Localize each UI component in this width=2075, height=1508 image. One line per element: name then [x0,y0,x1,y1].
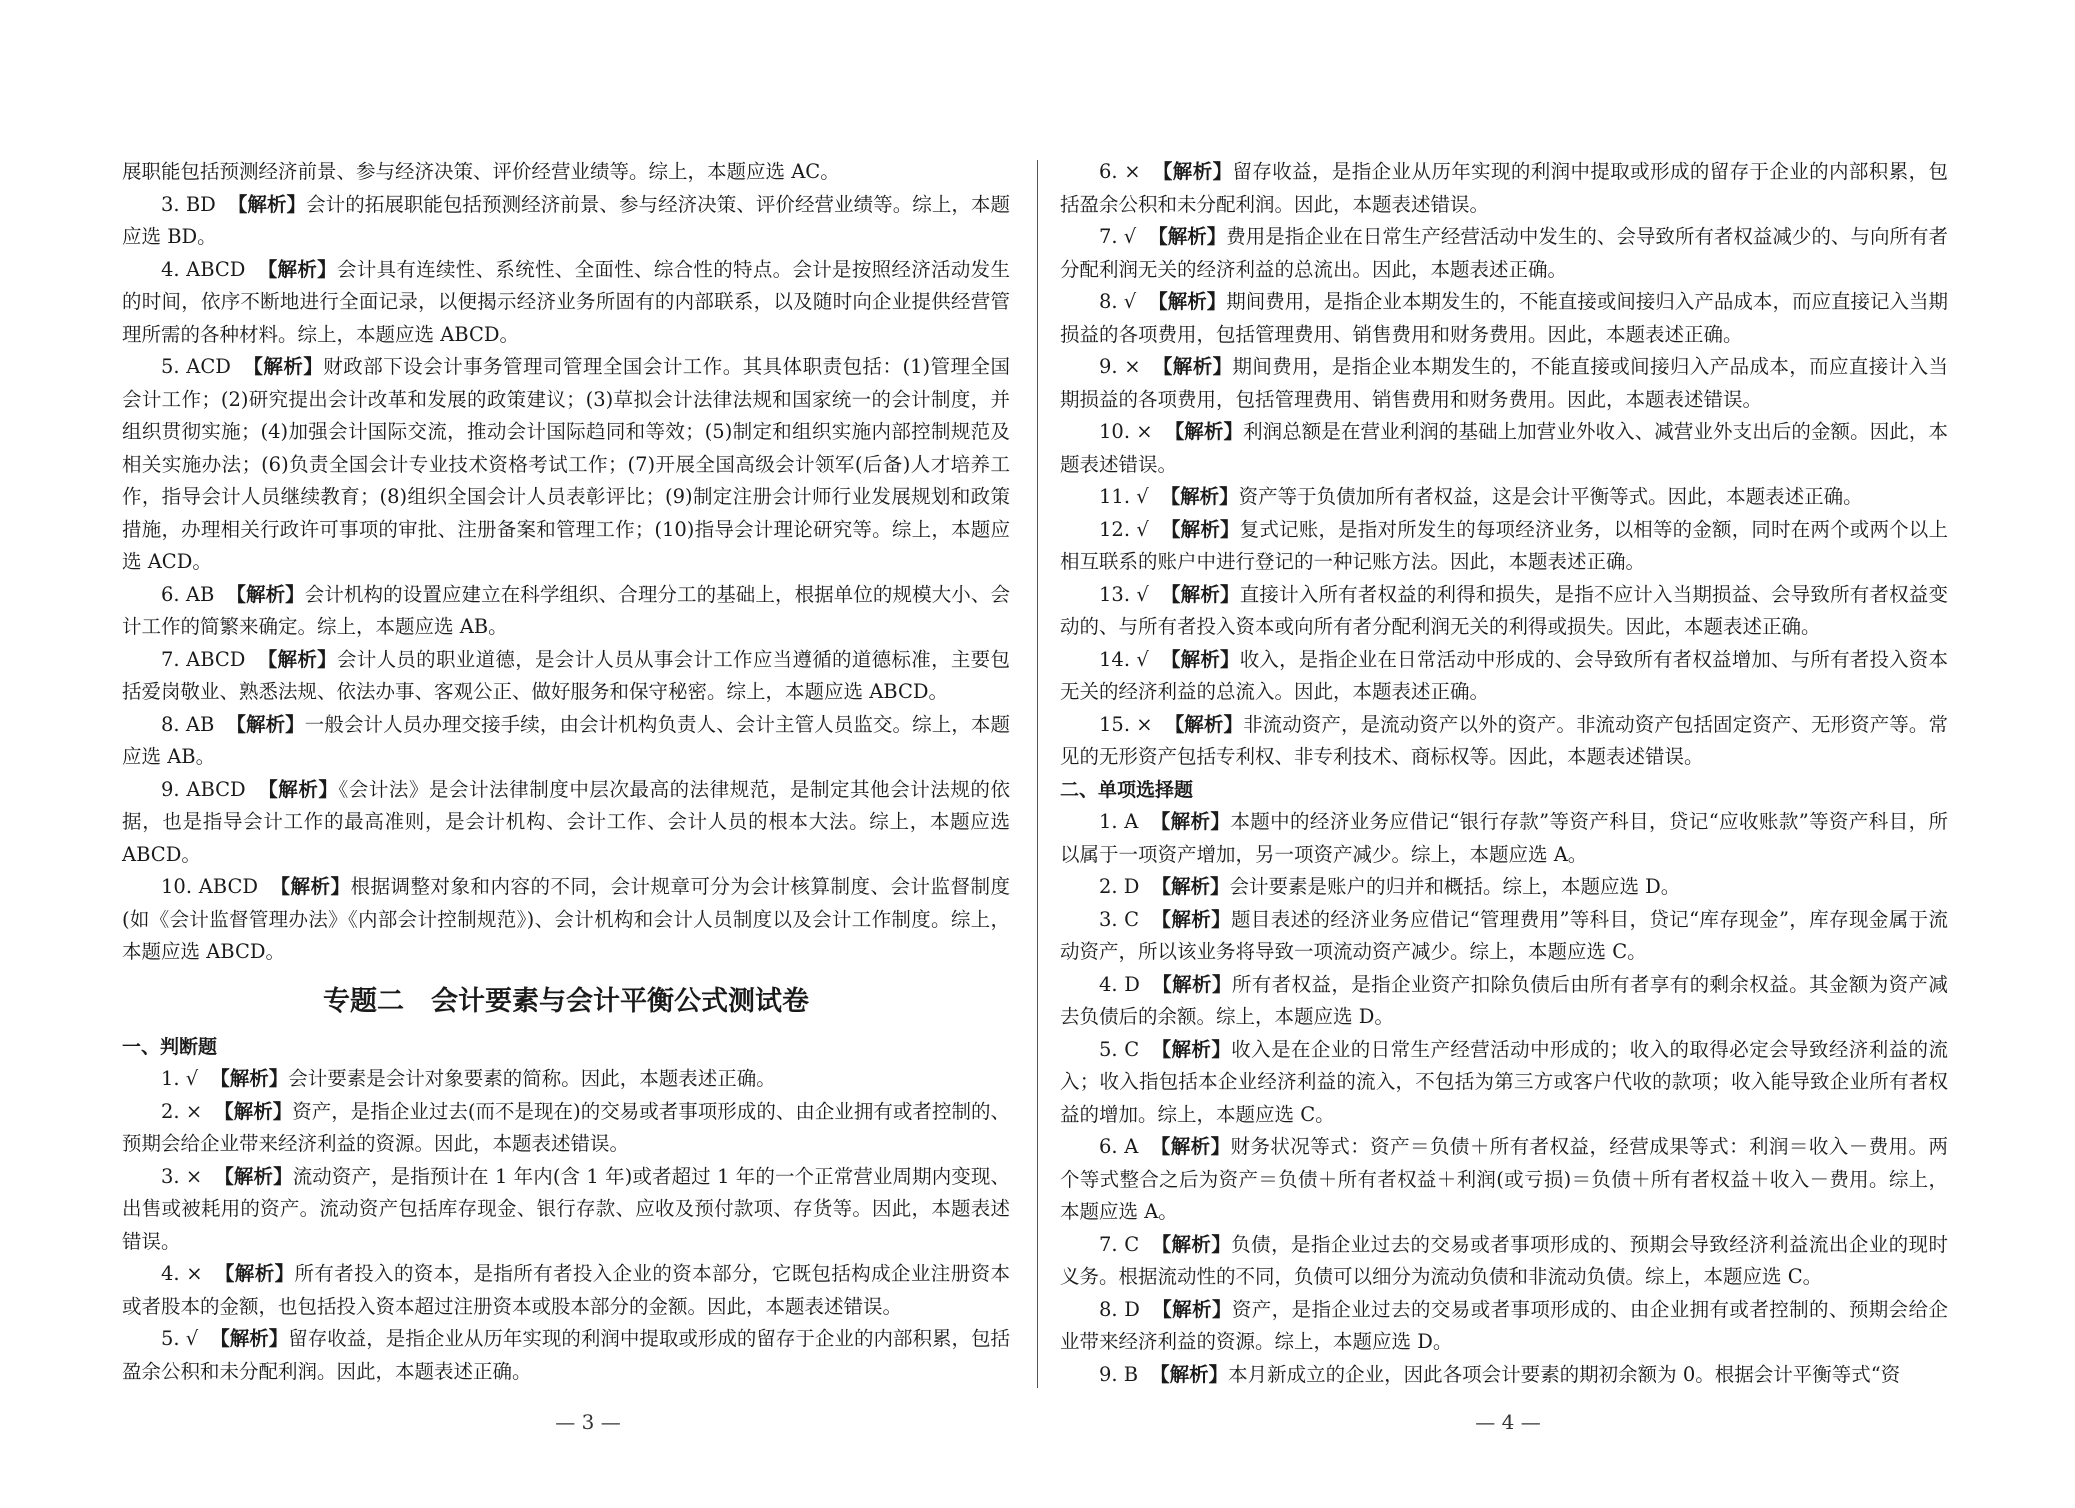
answer-key: 2. D [1099,875,1140,898]
answer-key: 3. BD [161,192,216,216]
answer-item [1060,709,1948,774]
analysis-text: 收入是在企业的日常生产经营活动中形成的；收入的取得必定会导致经济利益的流入；收入指包括本企业经济利益的流入，不包括为第三方或客户代收的款项；收入能导致企业所有者权益的增加。综上，本题应选 C。 [1060,1037,1948,1126]
answer-item [1060,156,1948,221]
analysis-text: 期间费用，是指企业本期发生的，不能直接或间接归入产品成本，而应直接记入当期损益的各项费用，包括管理费用、销售费用和财务费用。因此，本题表述正确。 [1060,290,1948,346]
answer-key: 6. A [1099,1135,1139,1158]
answer-key: 8. √ [1099,290,1137,313]
analysis-text: 一般会计人员办理交接手续，由会计机构负责人、会计主管人员监交。综上，本题应选 AB。 [122,712,1010,768]
analysis-text: 财政部下设会计事务管理司管理全国会计工作。其具体职责包括：(1)管理全国会计工作；(2)研究提出会计改革和发展的政策建议；(3)草拟会计法律法规和国家统一的会计制度，并组织贯彻实施；(4)加强会计国际交流，推动会计国际趋同和等效；(5)制定和组织实施内部控制规范及相关实施办法；(6)负责全国会计专业技术资格考试工作；(7)开展全国高级会计领军(后备)人才培养工作，指导会计人员继续教育；(8)组织全国会计人员表彰评比；(9)制定注册会计师行业发展规划和政策措施，办理相关行政许可事项的审批、注册备案和管理工作；(10)指导会计理论研究等。综上，本题应选 ACD。 [122,355,1010,573]
analysis-tag: 【解析】 [257,647,337,671]
answer-key: 4. ABCD [161,257,246,281]
analysis-text: 所有者权益，是指企业资产扣除负债后由所有者享有的剩余权益。其金额为资产减去负债后的余额。综上，本题应选 D。 [1060,972,1948,1028]
answer-item [1060,579,1948,644]
answer-key: 15. × [1099,712,1153,736]
left-page-column [122,156,1010,1388]
analysis-text: 财务状况等式：资产＝负债＋所有者权益，经营成果等式：利润＝收入－费用。两个等式整合之后为资产＝负债＋所有者权益＋利润(或亏损)＝负债＋所有者权益＋收入－费用。综上，本题应选 A。 [1060,1135,1948,1223]
analysis-text: 本月新成立的企业，因此各项会计要素的期初余额为 0。根据会计平衡等式“资 [1228,1362,1901,1386]
analysis-tag: 【解析】 [226,712,305,736]
analysis-text: 所有者投入的资本，是指所有者投入企业的资本部分，它既包括构成企业注册资本或者股本的金额，也包括投入资本超过注册资本或股本部分的金额。因此，本题表述错误。 [122,1262,1010,1318]
analysis-tag: 【解析】 [1160,582,1240,606]
answer-key: 10. × [1099,420,1153,443]
analysis-text: 复式记账，是指对所发生的每项经济业务，以相等的金额，同时在两个或两个以上相互联系的账户中进行登记的一种记账方法。因此，本题表述正确。 [1060,517,1948,573]
answer-key: 6. × [1099,160,1141,183]
analysis-tag: 【解析】 [242,355,324,378]
analysis-tag: 【解析】 [1164,420,1244,443]
analysis-tag: 【解析】 [1150,810,1231,833]
answer-item [122,1258,1010,1323]
answer-key: 1. A [1099,810,1139,833]
answer-key: 6. AB [161,582,215,606]
answer-item [122,1063,1010,1096]
answer-key: 4. D [1099,972,1140,996]
analysis-tag: 【解析】 [1150,1362,1229,1386]
answer-item [1060,904,1948,969]
answer-item [1060,416,1948,481]
answer-item [122,351,1010,579]
analysis-text: 留存收益，是指企业从历年实现的利润中提取或形成的留存于企业的内部积累，包括盈余公积和未分配利润。因此，本题表述正确。 [122,1327,1010,1383]
analysis-tag: 【解析】 [226,582,305,606]
analysis-text: 会计要素是账户的归并和概括。综上，本题应选 D。 [1229,875,1681,898]
answer-item [1060,1359,1948,1392]
right-page-column [1060,156,1948,1391]
analysis-text: 资产，是指企业过去的交易或者事项形成的、由企业拥有或者控制的、预期会给企业带来经济利益的资源。综上，本题应选 D。 [1060,1297,1948,1353]
answer-key: 7. ABCD [161,647,246,671]
answer-item [1060,644,1948,709]
analysis-text: 会计机构的设置应建立在科学组织、合理分工的基础上，根据单位的规模大小、会计工作的简繁来确定。综上，本题应选 AB。 [122,582,1010,638]
analysis-text: 根据调整对象和内容的不同，会计规章可分为会计核算制度、会计监督制度(如《会计监督管理办法》《内部会计控制规范》)、会计机构和会计人员制度以及会计工作制度。综上，本题应选 ABCD。 [122,875,1010,963]
section-title: 专题二 会计要素与会计平衡公式测试卷 [323,985,809,1017]
analysis-tag: 【解析】 [214,1164,293,1188]
page-number-left: — 3 — [555,1410,621,1434]
column-divider [1037,160,1038,1388]
right-choice-list [1060,806,1948,1391]
analysis-tag: 【解析】 [1160,517,1240,541]
analysis-tag: 【解析】 [1151,1297,1232,1321]
analysis-text: 《会计法》是会计法律制度中层次最高的法律规范，是制定其他会计法规的依据，也是指导会计工作的最高准则，是会计机构、会计工作、会计人员的根本大法。综上，本题应选 ABCD。 [122,777,1010,866]
answer-item [122,1323,1010,1388]
answer-key: 5. ACD [161,355,231,378]
left-answer-list [122,189,1010,969]
answer-item [1060,969,1948,1034]
answer-key: 3. C [1099,907,1140,931]
analysis-tag: 【解析】 [1151,1232,1232,1256]
answer-item [122,1161,1010,1259]
answer-item [122,644,1010,709]
answer-item [1060,806,1948,871]
answer-key: 14. √ [1099,647,1149,671]
analysis-tag: 【解析】 [1150,1135,1231,1158]
answer-key: 9. B [1099,1362,1139,1386]
answer-item [122,254,1010,352]
analysis-tag: 【解析】 [227,192,307,216]
answer-key: 10. ABCD [161,875,259,898]
answer-item [1060,286,1948,351]
analysis-text: 会计具有连续性、系统性、全面性、综合性的特点。会计是按照经济活动发生的时间，依序不断地进行全面记录，以便揭示经济业务所固有的内部联系，以及随时向企业提供经营管理所需的各种材料。综上，本题应选 ABCD。 [122,257,1010,346]
answer-item [1060,1229,1948,1294]
analysis-tag: 【解析】 [1164,712,1244,736]
answer-key: 5. C [1099,1037,1140,1061]
answer-key: 7. √ [1099,225,1137,248]
analysis-text: 会计要素是会计对象要素的简称。因此，本题表述正确。 [288,1067,776,1090]
analysis-text: 资产等于负债加所有者权益，这是会计平衡等式。因此，本题表述正确。 [1238,485,1863,508]
analysis-tag: 【解析】 [210,1327,289,1350]
answer-key: 11. √ [1099,485,1149,508]
analysis-text: 收入，是指企业在日常活动中形成的、会导致所有者权益增加、与所有者投入资本无关的经济利益的总流入。因此，本题表述正确。 [1060,647,1948,703]
analysis-text: 负债，是指企业过去的交易或者事项形成的、预期会导致经济利益流出企业的现时义务。根据流动性的不同，负债可以细分为流动负债和非流动负债。综上，本题应选 C。 [1060,1232,1948,1288]
answer-item [122,189,1010,254]
answer-key: 3. × [161,1164,203,1188]
analysis-tag: 【解析】 [1151,972,1232,996]
answer-item [1060,351,1948,416]
analysis-text: 会计人员的职业道德，是会计人员从事会计工作应当遵循的道德标准，主要包括爱岗敬业、熟悉法规、依法办事、客观公正、做好服务和保守秘密。综上，本题应选 ABCD。 [122,647,1010,703]
analysis-text: 费用是指企业在日常生产经营活动中发生的、会导致所有者权益减少的、与向所有者分配利润无关的经济利益的总流出。因此，本题表述正确。 [1060,225,1948,281]
answer-key: 4. × [161,1262,203,1285]
answer-item [1060,871,1948,904]
analysis-tag: 【解析】 [1151,907,1232,931]
analysis-text: 本题中的经济业务应借记“银行存款”等资产科目，贷记“应收账款”等资产科目，所以属于一项资产增加，另一项资产减少。综上，本题应选 A。 [1060,810,1948,866]
analysis-tag: 【解析】 [1160,647,1240,671]
analysis-tag: 【解析】 [1148,290,1227,313]
answer-key: 1. √ [161,1067,199,1090]
answer-key: 9. × [1099,355,1141,378]
analysis-text: 会计的拓展职能包括预测经济前景、参与经济决策、评价经营业绩等。综上，本题应选 BD。 [122,192,1010,248]
analysis-tag: 【解析】 [214,1262,295,1285]
answer-item [1060,221,1948,286]
answer-key: 7. C [1099,1232,1140,1256]
analysis-tag: 【解析】 [1152,160,1233,183]
answer-key: 13. √ [1099,582,1149,606]
analysis-text: 留存收益，是指企业从历年实现的利润中提取或形成的留存于企业的内部积累，包括盈余公积和未分配利润。因此，本题表述错误。 [1060,160,1948,216]
analysis-text: 期间费用，是指企业本期发生的，不能直接或间接归入产品成本，而应直接计入当期损益的各项费用，包括管理费用、销售费用和财务费用。因此，本题表述错误。 [1060,355,1948,411]
analysis-tag: 【解析】 [1151,1037,1232,1061]
answer-item [1060,1034,1948,1132]
analysis-text: 题目表述的经济业务应借记“管理费用”等科目，贷记“库存现金”，库存现金属于流动资产，所以该业务将导致一项流动资产减少。综上，本题应选 C。 [1060,907,1948,963]
answer-key: 12. √ [1099,517,1149,541]
paragraph-continuation: 展职能包括预测经济前景、参与经济决策、评价经营业绩等。综上，本题应选 AC。 [122,160,840,183]
analysis-tag: 【解析】 [1152,355,1233,378]
answer-item [122,709,1010,774]
answer-item [1060,1294,1948,1359]
analysis-text: 非流动资产，是流动资产以外的资产。非流动资产包括固定资产、无形资产等。常见的无形资产包括专利权、非专利技术、商标权等。因此，本题表述错误。 [1060,712,1948,768]
answer-key: 8. AB [161,712,215,736]
answer-key: 2. × [161,1099,203,1123]
analysis-text: 直接计入所有者权益的利得和损失，是指不应计入当期损益、会导致所有者权益变动的、与所有者投入资本或向所有者分配利润无关的利得或损失。因此，本题表述正确。 [1060,582,1948,638]
analysis-text: 资产，是指企业过去(而不是现在)的交易或者事项形成的、由企业拥有或者控制的、预期会给企业带来经济利益的资源。因此，本题表述错误。 [122,1099,1010,1155]
subsection-heading: 二、单项选择题 [1060,778,1194,801]
analysis-text: 流动资产，是指预计在 1 年内(含 1 年)或者超过 1 年的一个正常营业周期内变现、出售或被耗用的资产。流动资产包括库存现金、银行存款、应收及预付款项、存货等。因此，本题表述错误。 [122,1164,1010,1253]
page-number-right: — 4 — [1475,1410,1541,1434]
analysis-tag: 【解析】 [210,1067,289,1090]
answer-item [1060,1131,1948,1229]
subsection-heading: 一、判断题 [122,1035,218,1058]
answer-item [122,1096,1010,1161]
analysis-tag: 【解析】 [270,875,351,898]
left-judgement-list [122,1063,1010,1388]
analysis-tag: 【解析】 [257,777,339,801]
analysis-text: 利润总额是在营业利润的基础上加营业外收入、减营业外支出后的金额。因此，本题表述错误。 [1060,420,1948,476]
answer-key: 8. D [1099,1297,1140,1321]
right-judgement-list [1060,156,1948,774]
answer-item [1060,514,1948,579]
answer-key: 5. √ [161,1327,199,1350]
answer-item [1060,481,1948,514]
answer-item [122,871,1010,969]
answer-key: 9. ABCD [161,777,246,801]
analysis-tag: 【解析】 [1151,875,1230,898]
answer-item [122,774,1010,872]
analysis-tag: 【解析】 [1148,225,1227,248]
analysis-tag: 【解析】 [257,257,337,281]
analysis-tag: 【解析】 [1160,485,1239,508]
analysis-tag: 【解析】 [214,1099,293,1123]
answer-item [122,579,1010,644]
